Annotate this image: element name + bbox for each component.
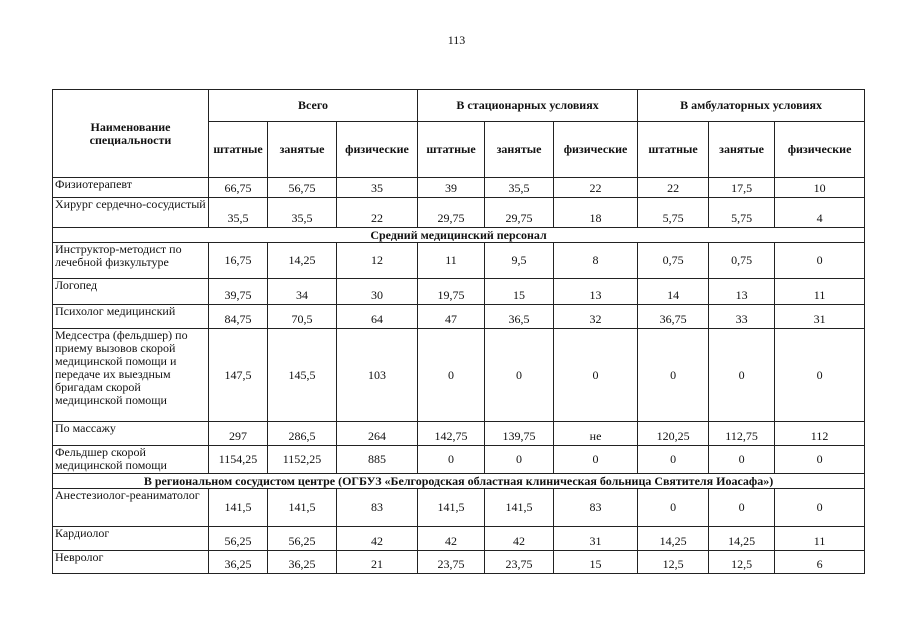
value-cell: 16,75 — [209, 243, 268, 279]
value-cell: 36,75 — [638, 305, 709, 329]
value-cell: 32 — [554, 305, 638, 329]
value-cell: 1154,25 — [209, 446, 268, 474]
table-row — [53, 178, 865, 198]
value-cell: 11 — [775, 527, 865, 551]
value-cell: 36,25 — [209, 551, 268, 574]
header-sub-occupied: занятые — [268, 122, 337, 178]
value-cell: 36,5 — [485, 305, 554, 329]
table-body — [53, 178, 865, 574]
value-cell: 13 — [709, 279, 775, 305]
value-cell: 31 — [775, 305, 865, 329]
value-cell: 47 — [418, 305, 485, 329]
value-cell: 8 — [554, 243, 638, 279]
specialty-name: Физиотерапевт — [53, 178, 209, 198]
section-title: Средний медицинский персонал — [53, 228, 865, 243]
specialty-name: Логопед — [53, 279, 209, 305]
value-cell: 22 — [554, 178, 638, 198]
value-cell: 297 — [209, 422, 268, 446]
header-group-outpatient: В амбулаторных условиях — [638, 90, 865, 122]
value-cell: 147,5 — [209, 329, 268, 422]
value-cell: 11 — [775, 279, 865, 305]
table-row — [53, 422, 865, 446]
header-sub-staff: штатные — [418, 122, 485, 178]
value-cell: 0 — [709, 446, 775, 474]
value-cell: 23,75 — [418, 551, 485, 574]
section-row — [53, 474, 865, 489]
value-cell: 145,5 — [268, 329, 337, 422]
table-row — [53, 305, 865, 329]
value-cell: 35 — [337, 178, 418, 198]
value-cell: 35,5 — [209, 198, 268, 228]
table-row — [53, 551, 865, 574]
header-sub-occupied: занятые — [485, 122, 554, 178]
value-cell: 14,25 — [638, 527, 709, 551]
value-cell: 42 — [418, 527, 485, 551]
value-cell: 120,25 — [638, 422, 709, 446]
value-cell: 286,5 — [268, 422, 337, 446]
value-cell: 264 — [337, 422, 418, 446]
value-cell: 0 — [638, 446, 709, 474]
value-cell: 35,5 — [268, 198, 337, 228]
value-cell: 19,75 — [418, 279, 485, 305]
value-cell: 42 — [337, 527, 418, 551]
header-sub-physical: физические — [775, 122, 865, 178]
section-title: В региональном сосудистом центре (ОГБУЗ «Белгородская областная клиническая больница Святителя Иоасафа») — [53, 474, 865, 489]
value-cell: 11 — [418, 243, 485, 279]
value-cell: 0 — [418, 446, 485, 474]
value-cell: 0 — [554, 446, 638, 474]
header-sub-physical: физические — [554, 122, 638, 178]
value-cell: 13 — [554, 279, 638, 305]
value-cell: 885 — [337, 446, 418, 474]
value-cell: 70,5 — [268, 305, 337, 329]
value-cell: 0 — [638, 489, 709, 527]
value-cell: 0 — [554, 329, 638, 422]
value-cell: 5,75 — [709, 198, 775, 228]
value-cell: 14,25 — [268, 243, 337, 279]
value-cell: 141,5 — [485, 489, 554, 527]
value-cell: 10 — [775, 178, 865, 198]
value-cell: 0 — [775, 446, 865, 474]
value-cell: 0,75 — [638, 243, 709, 279]
value-cell: 0 — [775, 243, 865, 279]
table-row — [53, 198, 865, 228]
value-cell: 22 — [337, 198, 418, 228]
value-cell: не — [554, 422, 638, 446]
value-cell: 18 — [554, 198, 638, 228]
value-cell: 0 — [709, 329, 775, 422]
value-cell: 33 — [709, 305, 775, 329]
value-cell: 0 — [775, 329, 865, 422]
value-cell: 0 — [418, 329, 485, 422]
value-cell: 83 — [337, 489, 418, 527]
page-number: 113 — [447, 33, 466, 47]
header-sub-occupied: занятые — [709, 122, 775, 178]
specialty-name: Невролог — [53, 551, 209, 574]
value-cell: 56,75 — [268, 178, 337, 198]
value-cell: 112 — [775, 422, 865, 446]
header-specialty-name: Наименование специальности — [53, 90, 209, 178]
value-cell: 39 — [418, 178, 485, 198]
value-cell: 14 — [638, 279, 709, 305]
value-cell: 15 — [485, 279, 554, 305]
staffing-table — [52, 89, 865, 574]
value-cell: 31 — [554, 527, 638, 551]
value-cell: 12,5 — [709, 551, 775, 574]
value-cell: 21 — [337, 551, 418, 574]
value-cell: 84,75 — [209, 305, 268, 329]
value-cell: 4 — [775, 198, 865, 228]
value-cell: 142,75 — [418, 422, 485, 446]
header-sub-staff: штатные — [209, 122, 268, 178]
specialty-name: По массажу — [53, 422, 209, 446]
value-cell: 0 — [638, 329, 709, 422]
value-cell: 12,5 — [638, 551, 709, 574]
value-cell: 66,75 — [209, 178, 268, 198]
section-row — [53, 228, 865, 243]
value-cell: 56,25 — [268, 527, 337, 551]
value-cell: 141,5 — [418, 489, 485, 527]
value-cell: 0 — [775, 489, 865, 527]
value-cell: 0 — [485, 329, 554, 422]
value-cell: 14,25 — [709, 527, 775, 551]
value-cell: 103 — [337, 329, 418, 422]
value-cell: 29,75 — [418, 198, 485, 228]
table-row — [53, 279, 865, 305]
value-cell: 0 — [485, 446, 554, 474]
specialty-name: Медсестра (фельдшер) по приему вызовов скорой медицинской помощи и передаче их выездным бригадам скорой медицинской помощи — [53, 329, 209, 422]
value-cell: 83 — [554, 489, 638, 527]
value-cell: 1152,25 — [268, 446, 337, 474]
value-cell: 0 — [709, 489, 775, 527]
value-cell: 141,5 — [268, 489, 337, 527]
header-sub-staff: штатные — [638, 122, 709, 178]
value-cell: 5,75 — [638, 198, 709, 228]
header-sub-physical: физические — [337, 122, 418, 178]
value-cell: 17,5 — [709, 178, 775, 198]
value-cell: 42 — [485, 527, 554, 551]
value-cell: 15 — [554, 551, 638, 574]
table-row — [53, 446, 865, 474]
value-cell: 12 — [337, 243, 418, 279]
value-cell: 0,75 — [709, 243, 775, 279]
value-cell: 141,5 — [209, 489, 268, 527]
value-cell: 30 — [337, 279, 418, 305]
table-row — [53, 329, 865, 422]
header-group-total: Всего — [209, 90, 418, 122]
table-row — [53, 527, 865, 551]
value-cell: 36,25 — [268, 551, 337, 574]
specialty-name: Инструктор-методист по лечебной физкультуре — [53, 243, 209, 279]
specialty-name: Хирург сердечно-сосудистый — [53, 198, 209, 228]
value-cell: 22 — [638, 178, 709, 198]
value-cell: 56,25 — [209, 527, 268, 551]
value-cell: 29,75 — [485, 198, 554, 228]
specialty-name: Анестезиолог-реаниматолог — [53, 489, 209, 527]
specialty-name: Фельдшер скорой медицинской помощи — [53, 446, 209, 474]
header-group-inpatient: В стационарных условиях — [418, 90, 638, 122]
specialty-name: Кардиолог — [53, 527, 209, 551]
table-row — [53, 243, 865, 279]
value-cell: 9,5 — [485, 243, 554, 279]
value-cell: 112,75 — [709, 422, 775, 446]
value-cell: 139,75 — [485, 422, 554, 446]
value-cell: 23,75 — [485, 551, 554, 574]
specialty-name: Психолог медицинский — [53, 305, 209, 329]
value-cell: 6 — [775, 551, 865, 574]
value-cell: 64 — [337, 305, 418, 329]
value-cell: 34 — [268, 279, 337, 305]
value-cell: 35,5 — [485, 178, 554, 198]
table-row — [53, 489, 865, 527]
value-cell: 39,75 — [209, 279, 268, 305]
